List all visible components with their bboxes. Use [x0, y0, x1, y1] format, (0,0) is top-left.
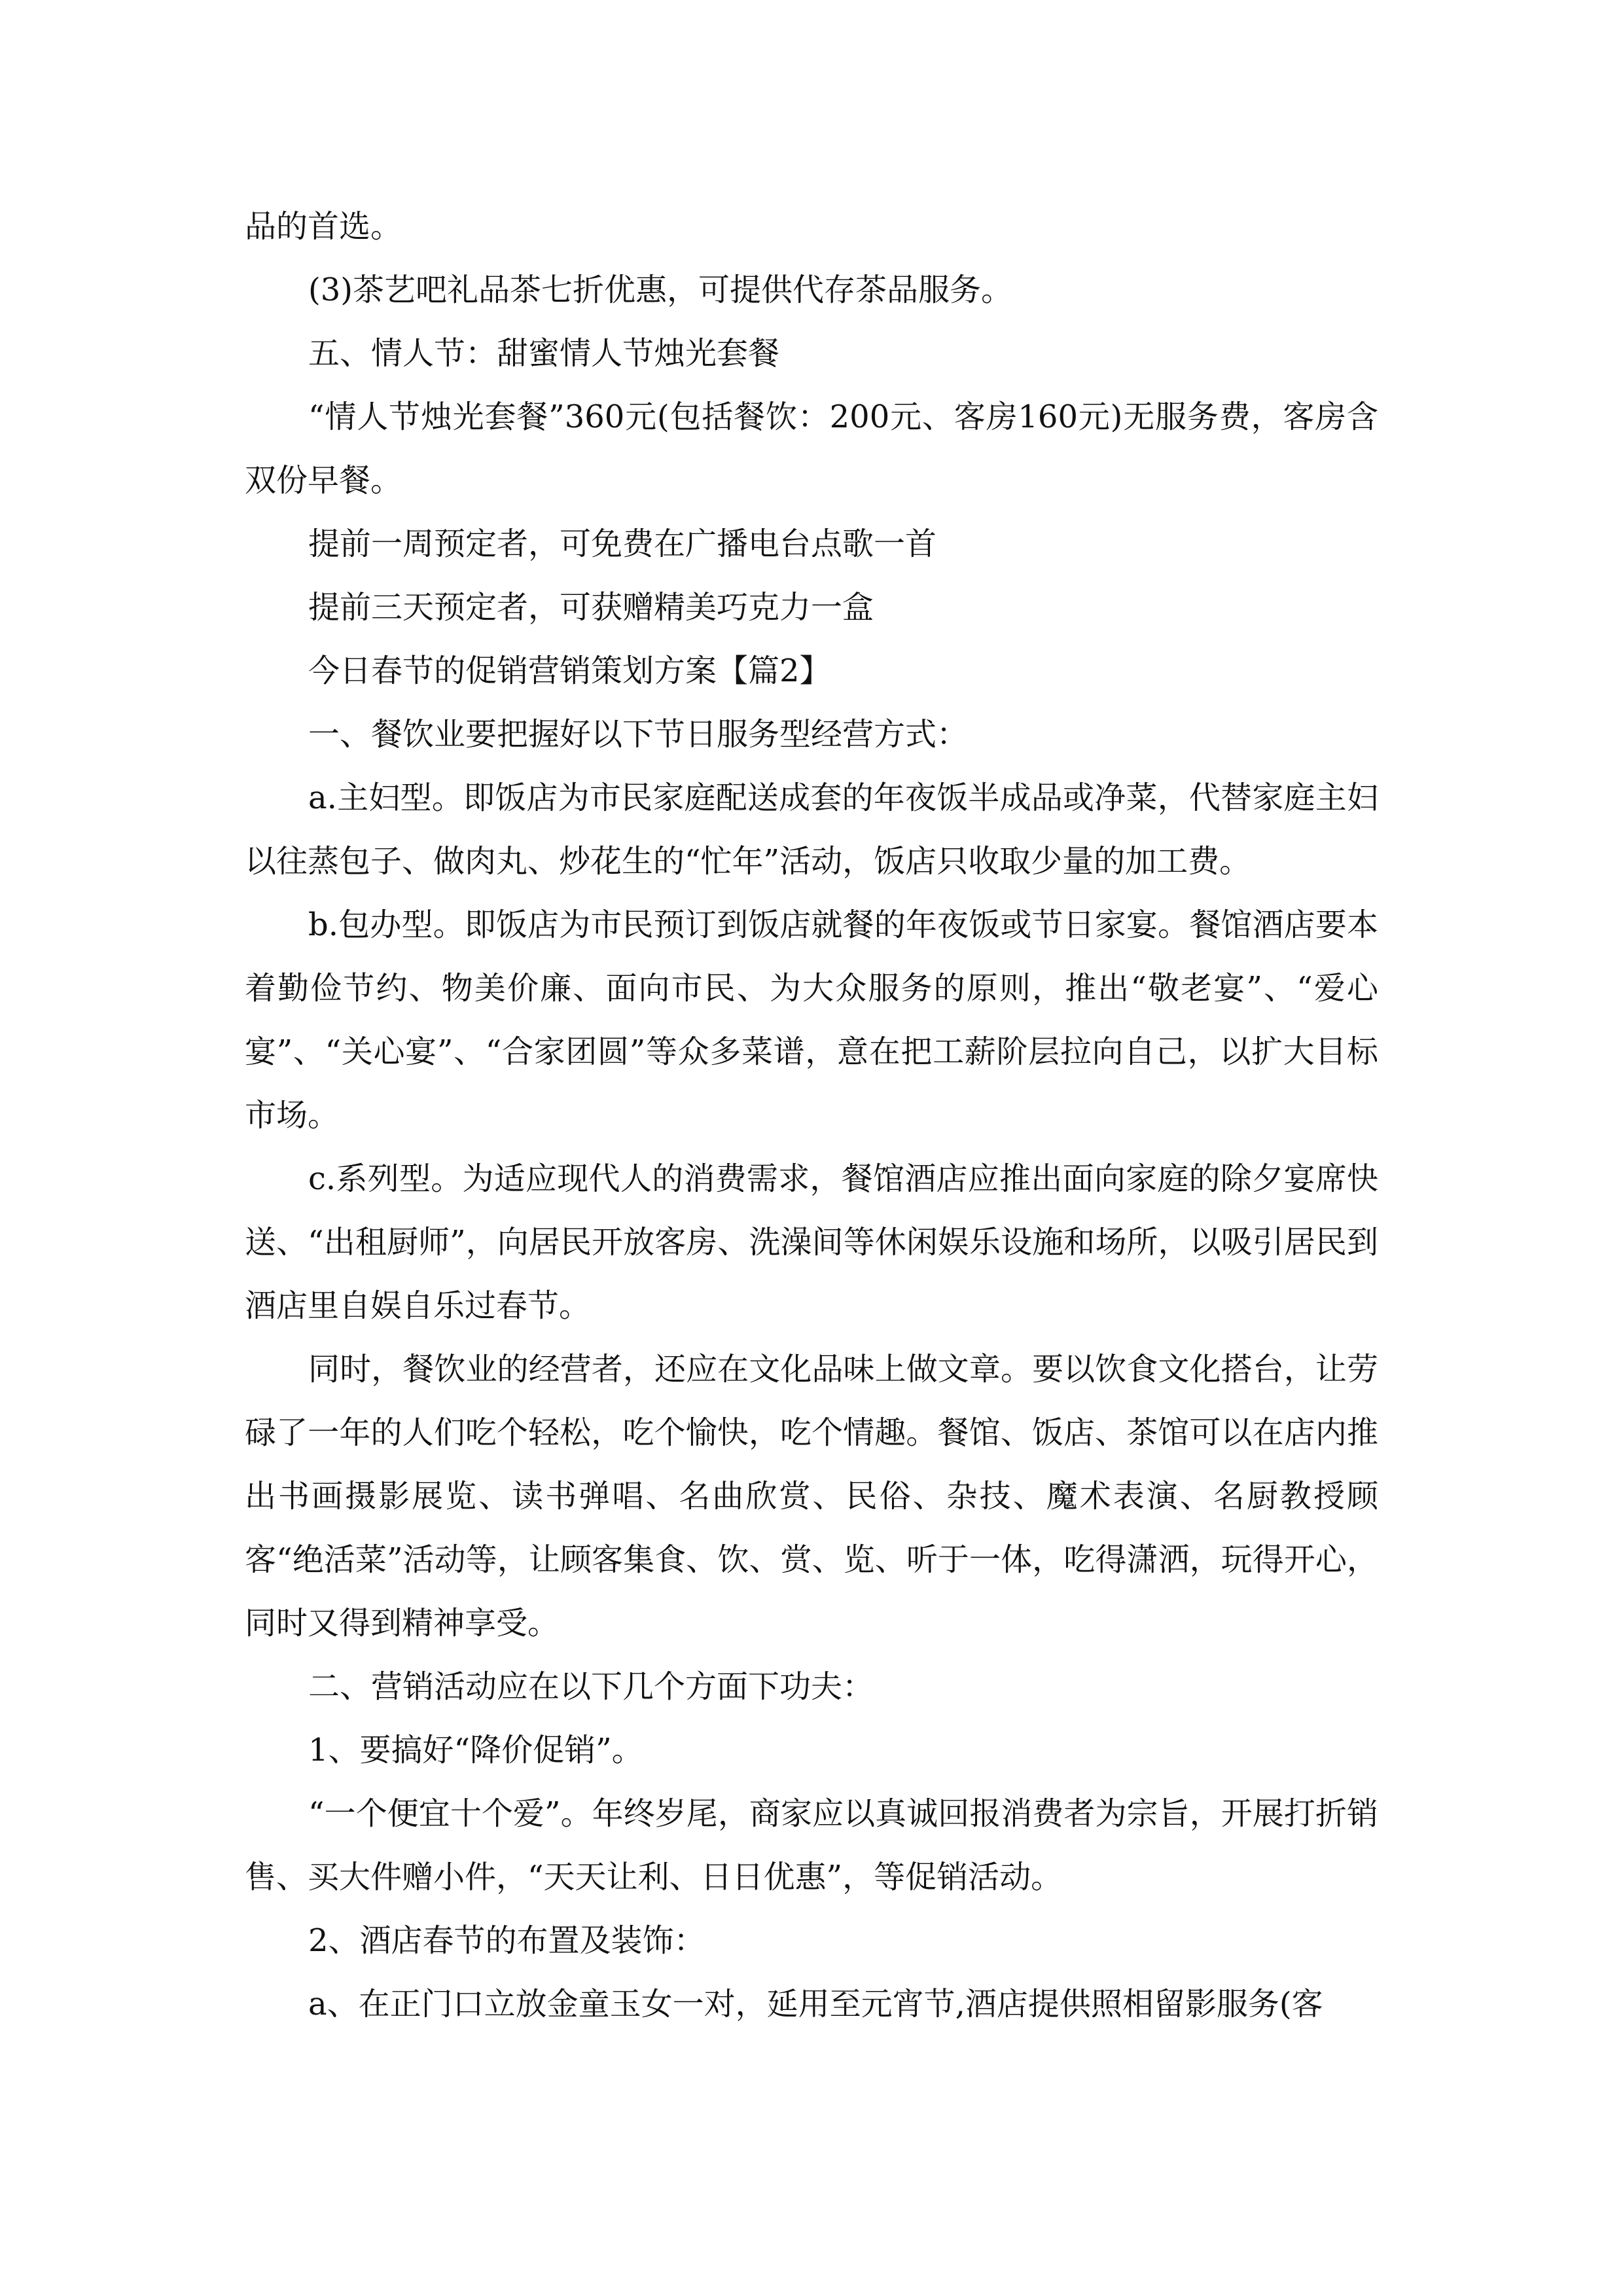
- section-heading: 五、情人节：甜蜜情人节烛光套餐: [308, 335, 780, 372]
- document-body: [245, 195, 1378, 2036]
- paragraph: 提前一周预定者，可免费在广播电台点歌一首: [308, 526, 937, 562]
- subsection-heading: 1、要搞好“降价促销”。: [308, 1732, 643, 1768]
- paragraph: (3)茶艺吧礼品茶七折优惠，可提供代存茶品服务。: [308, 272, 1012, 308]
- section-heading: 二、营销活动应在以下几个方面下功夫：: [308, 1668, 874, 1705]
- paragraph: 提前三天预定者，可获赠精美巧克力一盒: [308, 589, 874, 626]
- paragraph: c.系列型。为适应现代人的消费需求，餐馆酒店应推出面向家庭的除夕宴席快送、“出租厨师”，向居民开放客房、洗澡间等休闲娱乐设施和场所，以吸引居民到酒店里自娱自乐过春节。: [245, 1160, 1378, 1324]
- paragraph: 品的首选。: [245, 208, 402, 245]
- document-title: 今日春节的促销营销策划方案【篇2】: [308, 653, 831, 689]
- paragraph: “情人节烛光套餐”360元(包括餐饮：200元、客房160元)无服务费，客房含双份早餐。: [245, 399, 1378, 499]
- paragraph: “一个便宜十个爱”。年终岁尾，商家应以真诚回报消费者为宗旨，开展打折销售、买大件赠小件，“天天让利、日日优惠”，等促销活动。: [245, 1795, 1378, 1895]
- section-heading: 一、餐饮业要把握好以下节日服务型经营方式：: [308, 716, 969, 753]
- subsection-heading: 2、酒店春节的布置及装饰：: [308, 1922, 705, 1959]
- paragraph: 同时，餐饮业的经营者，还应在文化品味上做文章。要以饮食文化搭台，让劳碌了一年的人们吃个轻松，吃个愉快，吃个情趣。餐馆、饭店、茶馆可以在店内推出书画摄影展览、读书弹唱、名曲欣赏、民俗、杂技、魔术表演、名厨教授顾客“绝活菜”活动等，让顾客集食、饮、赏、览、听于一体，吃得潇洒，玩得开心，同时又得到精神享受。: [245, 1351, 1378, 1641]
- paragraph: a.主妇型。即饭店为市民家庭配送成套的年夜饭半成品或净菜，代替家庭主妇以往蒸包子、做肉丸、炒花生的“忙年”活动，饭店只收取少量的加工费。: [245, 780, 1378, 880]
- paragraph: b.包办型。即饭店为市民预订到饭店就餐的年夜饭或节日家宴。餐馆酒店要本着勤俭节约、物美价廉、面向市民、为大众服务的原则，推出“敬老宴”、“爱心宴”、“关心宴”、“合家团圆”等众多菜谱，意在把工薪阶层拉向自己，以扩大目标市场。: [245, 906, 1378, 1134]
- paragraph: a、在正门口立放金童玉女一对，延用至元宵节,酒店提供照相留影服务(客: [308, 1986, 1323, 2022]
